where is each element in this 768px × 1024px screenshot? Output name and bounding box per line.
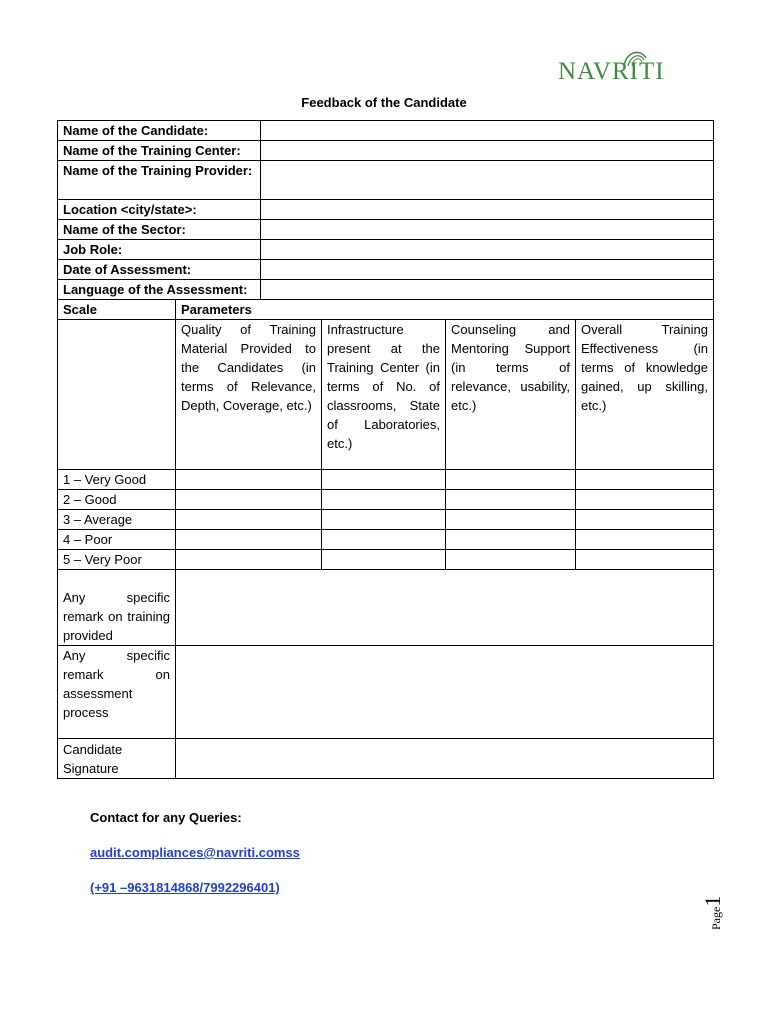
info-label: Name of the Sector: bbox=[58, 220, 261, 240]
rating-row bbox=[58, 490, 714, 510]
rating-cell[interactable] bbox=[322, 550, 446, 570]
feedback-form-table bbox=[57, 120, 714, 779]
page-number bbox=[700, 880, 750, 930]
parameter-effectiveness: Overall Training Effectiveness (in terms of knowledge gained, up skilling, etc.) bbox=[576, 320, 714, 470]
rating-row bbox=[58, 530, 714, 550]
info-label: Location <city/state>: bbox=[58, 200, 261, 220]
scale-label: 2 – Good bbox=[58, 490, 176, 510]
remark-assessment-field[interactable] bbox=[176, 646, 714, 739]
rating-cell[interactable] bbox=[176, 510, 322, 530]
parameters-row bbox=[58, 320, 714, 470]
info-label: Name of the Training Center: bbox=[58, 141, 261, 161]
info-label: Job Role: bbox=[58, 240, 261, 260]
rating-cell[interactable] bbox=[322, 510, 446, 530]
location-field[interactable] bbox=[261, 200, 714, 220]
info-label: Name of the Training Provider: bbox=[58, 161, 261, 200]
page-word: Page bbox=[709, 906, 723, 930]
sector-field[interactable] bbox=[261, 220, 714, 240]
info-row bbox=[58, 141, 714, 161]
scale-label: 5 – Very Poor bbox=[58, 550, 176, 570]
parameter-counseling: Counseling and Mentoring Support (in terms of relevance, usability, etc.) bbox=[446, 320, 576, 470]
rating-cell[interactable] bbox=[576, 490, 714, 510]
rating-cell[interactable] bbox=[322, 470, 446, 490]
info-row bbox=[58, 240, 714, 260]
remark-training-label: Any specific remark on training provided bbox=[58, 570, 176, 646]
contact-phone-link[interactable]: (+91 –9631814868/7992296401) bbox=[90, 880, 280, 895]
rating-cell[interactable] bbox=[322, 530, 446, 550]
info-label: Language of the Assessment: bbox=[58, 280, 261, 300]
info-label: Name of the Candidate: bbox=[58, 121, 261, 141]
info-row bbox=[58, 260, 714, 280]
scale-header: Scale bbox=[58, 300, 176, 320]
signature-field[interactable] bbox=[176, 739, 714, 779]
assessment-language-field[interactable] bbox=[261, 280, 714, 300]
remark-row bbox=[58, 570, 714, 646]
training-center-field[interactable] bbox=[261, 141, 714, 161]
rating-cell[interactable] bbox=[322, 490, 446, 510]
rating-cell[interactable] bbox=[176, 470, 322, 490]
rating-row bbox=[58, 550, 714, 570]
rating-row bbox=[58, 510, 714, 530]
info-row bbox=[58, 161, 714, 200]
assessment-date-field[interactable] bbox=[261, 260, 714, 280]
remark-assessment-label: Any specific remark on assessment process bbox=[58, 646, 176, 739]
info-row bbox=[58, 200, 714, 220]
scale-blank-cell bbox=[58, 320, 176, 470]
info-row bbox=[58, 220, 714, 240]
candidate-name-field[interactable] bbox=[261, 121, 714, 141]
navriti-logo bbox=[558, 46, 682, 90]
parameter-quality: Quality of Training Material Provided to the Candidates (in terms of Relevance, Depth, Coverage, etc.) bbox=[176, 320, 322, 470]
rating-cell[interactable] bbox=[446, 530, 576, 550]
rating-cell[interactable] bbox=[176, 550, 322, 570]
rating-cell[interactable] bbox=[446, 470, 576, 490]
scale-label: 1 – Very Good bbox=[58, 470, 176, 490]
document-title: Feedback of the Candidate bbox=[301, 95, 467, 110]
info-label: Date of Assessment: bbox=[58, 260, 261, 280]
parameter-infrastructure: Infrastructure present at the Training Center (in terms of No. of classrooms, State of Laboratories, etc.) bbox=[322, 320, 446, 470]
rating-cell[interactable] bbox=[576, 530, 714, 550]
training-provider-field[interactable] bbox=[261, 161, 714, 200]
rating-cell[interactable] bbox=[446, 510, 576, 530]
scale-label: 3 – Average bbox=[58, 510, 176, 530]
signature-label: Candidate Signature bbox=[58, 739, 176, 779]
rating-row bbox=[58, 470, 714, 490]
job-role-field[interactable] bbox=[261, 240, 714, 260]
signature-row bbox=[58, 739, 714, 779]
rating-cell[interactable] bbox=[576, 470, 714, 490]
contact-heading: Contact for any Queries: bbox=[90, 810, 242, 825]
remark-training-field[interactable] bbox=[176, 570, 714, 646]
remark-row bbox=[58, 646, 714, 739]
rating-cell[interactable] bbox=[576, 550, 714, 570]
rating-cell[interactable] bbox=[576, 510, 714, 530]
rating-cell[interactable] bbox=[446, 490, 576, 510]
scale-label: 4 – Poor bbox=[58, 530, 176, 550]
page-number-value: 1 bbox=[700, 895, 725, 907]
rating-cell[interactable] bbox=[446, 550, 576, 570]
info-row bbox=[58, 121, 714, 141]
rating-cell[interactable] bbox=[176, 490, 322, 510]
rating-cell[interactable] bbox=[176, 530, 322, 550]
contact-email-link[interactable]: audit.compliances@navriti.comss bbox=[90, 845, 300, 860]
parameters-header: Parameters bbox=[176, 300, 714, 320]
header-row bbox=[58, 300, 714, 320]
logo-text: NAVRITI bbox=[558, 58, 665, 85]
info-row bbox=[58, 280, 714, 300]
